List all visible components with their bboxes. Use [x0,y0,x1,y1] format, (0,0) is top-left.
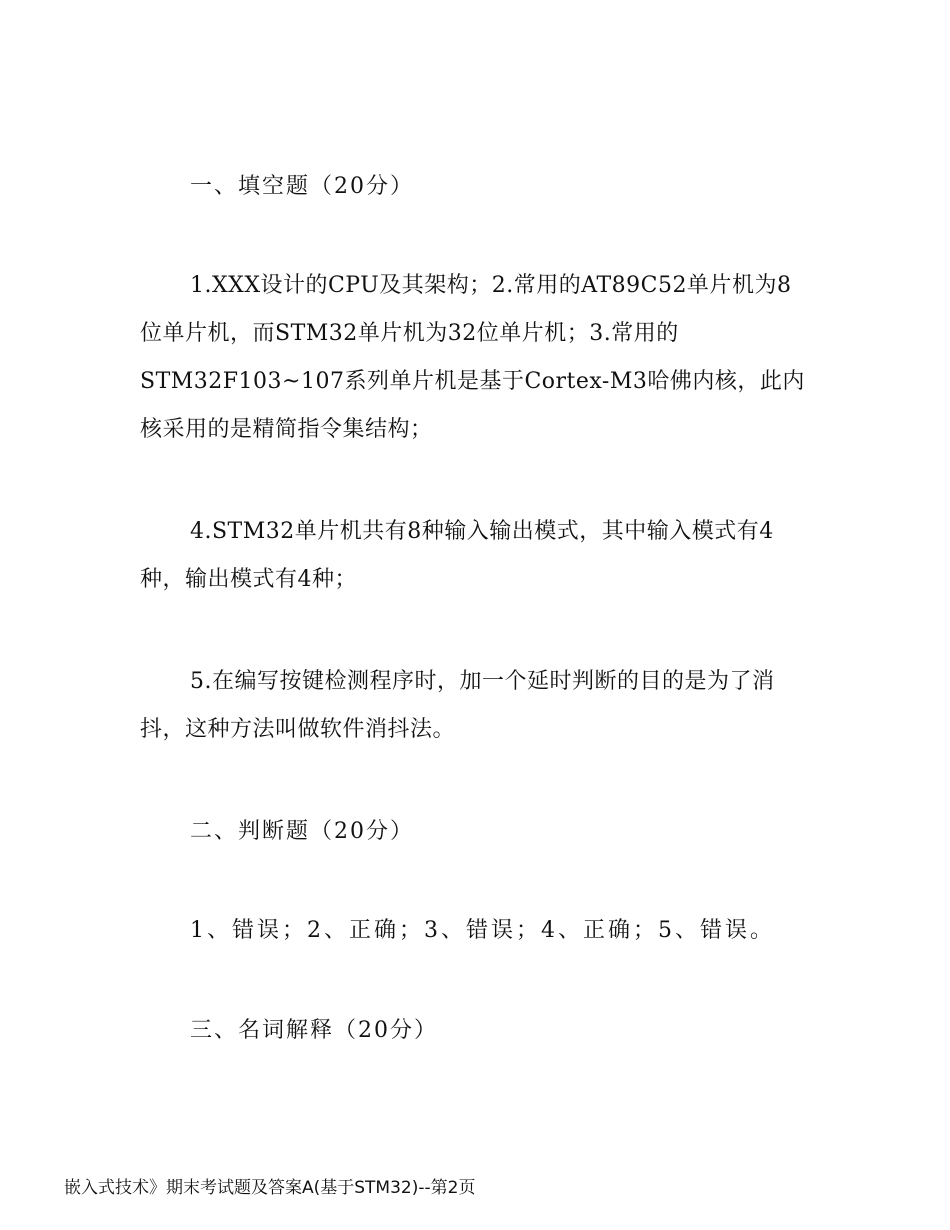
section-heading-terms: 三、名词解释（20分） [190,1018,438,1043]
paragraph-fill-blank-2: 4.STM32单片机共有8种输入输出模式，其中输入模式有4种，输出模式有4种； [140,519,774,592]
paragraph-fill-blank-3: 5.在编写按键检测程序时，加一个延时判断的目的是为了消抖，这种方法叫做软件消抖法。 [140,669,775,742]
page-footer: 嵌入式技术》期末考试题及答案A(基于STM32)--第2页 [64,1178,476,1198]
section-heading-true-false: 二、判断题（20分） [190,819,414,844]
paragraph-true-false-answers: 1、错误；2、正确；3、错误；4、正确；5、错误。 [190,918,775,943]
paragraph-fill-blank-1: 1.XXX设计的CPU及其架构；2.常用的AT89C52单片机为8位单片机，而STM32单片机为32位单片机；3.常用的STM32F103~107系列单片机是基于Cortex-M3哈佛内核，此内核采用的是精简指令集结构； [140,273,805,442]
section-heading-fill-blank: 一、填空题（20分） [190,174,414,199]
